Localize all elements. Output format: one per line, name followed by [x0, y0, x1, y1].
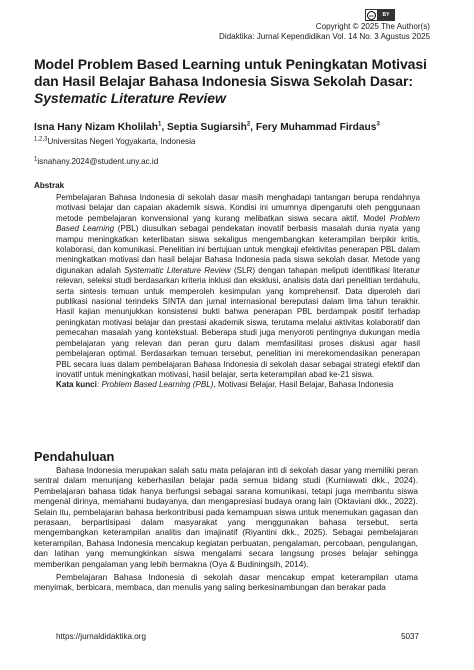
- copyright-line: Copyright © 2025 The Author(s): [315, 22, 430, 31]
- abstract-body: [56, 193, 420, 391]
- abstract-heading: Abstrak: [34, 181, 65, 190]
- paper-title: [34, 56, 434, 107]
- journal-line: Didaktika: Jurnal Kependidikan Vol. 14 No. 3 Agustus 2025: [218, 32, 430, 41]
- author-3: Fery Muhammad Firdaus: [255, 122, 377, 133]
- affiliation: $^{1,2,3}$Universitas Negeri Yogyakarta, Indonesia: [34, 136, 196, 146]
- cc-by-license-badge[interactable]: [365, 9, 395, 21]
- cc-icon: cc: [366, 10, 378, 20]
- keywords: Kata kunci: Problem Based Learning (PBL), Motivasi Belajar, Hasil Belajar, Bahasa Indonesia: [56, 380, 394, 390]
- title-line-1: Model Problem Based Learning untuk Peningkatan Motivasi: [34, 56, 427, 72]
- author-list: Isna Hany Nizam Kholilah$^1$, Septia Sugiarsih$^2$, Fery Muhammad Firdaus$^3$: [34, 121, 380, 133]
- introduction-body: [34, 465, 418, 593]
- title-line-2: dan Hasil Belajar Bahasa Indonesia Siswa Sekolah Dasar:: [34, 73, 413, 89]
- title-line-3: Systematic Literature Review: [34, 90, 226, 106]
- journal-url-link[interactable]: https://jurnaldidaktika.org: [56, 632, 146, 641]
- intro-paragraph-1: Bahasa Indonesia merupakan salah satu mata pelajaran inti di sekolah dasar yang memiliki peran sentral dalam menunjang keberhasilan belajar pada semua bidang studi (Kurniawati dkk., 2024). Pembelajaran bahasa tidak hanya berfungsi sebagai sarana komunikasi, tetapi juga membantu siswa mengenal dirinya, memahami budayanya, dan mengapresiasi budaya orang lain (Oktaviani dkk., 2022). Selain itu, pembelajaran bahasa berkontribusi pada kemampuan siswa untuk menemukan gagasan dan perasaan, berpartisipasi dalam masyarakat yang menggunakan bahasa tersebut, serta mengembangkan keterampilan analitis dan imajinatif (Riyantini dkk., 2025). Sebagai pembelajaran keterampilan, Bahasa Indonesia mencakup kegiatan perbuatan, pengalaman, percobaan, pengulangan, dan latihan yang memungkinkan siswa mengalami secara langsung proses belajar sehingga memberikan pengalaman yang lebih bermakna (Oya & Budiningsih, 2014).: [34, 465, 418, 569]
- abstract-text: Pembelajaran Bahasa Indonesia di sekolah dasar masih menghadapi tantangan berupa rendahnya motivasi belajar dan capaian akademik siswa. Kondisi ini umumnya dipengaruhi oleh penggunaan metode pembelajaran konvensional yang kurang melibatkan siswa secara aktif. Model Problem Based Learning (PBL) diusulkan sebagai pendekatan inovatif berbasis masalah dunia nyata yang mampu meningkatkan keterlibatan siswa sekaligus mengembangkan keterampilan berpikir kritis, kolaborasi, dan komunikasi. Penelitian ini bertujuan untuk mengkaji efektivitas penerapan PBL dalam meningkatkan motivasi dan hasil belajar Bahasa Indonesia pada siswa sekolah dasar. Metode yang digunakan adalah Systematic Literature Review (SLR) dengan tahapan meliputi identifikasi literatur relevan, seleksi studi berdasarkan kriteria inklusi dan eksklusi, analisis data dari penelitian terdahulu, serta sintesis temuan untuk memperoleh kesimpulan yang komprehensif. Data diperoleh dari publikasi nasional terindeks SINTA dan jurnal internasional bereputasi dalam lima tahun terakhir. Hasil kajian menunjukkan konsistensi bukti bahwa penerapan PBL berdampak positif terhadap peningkatan motivasi belajar dan prestasi akademik siswa, terutama melalui aktivitas kolaboratif dan pemecahan masalah yang kontekstual. Beberapa studi juga menyoroti pentingnya dukungan media pembelajaran yang relevan dan peran guru dalam memfasilitasi proses diskusi agar hasil pembelajaran optimal. Berdasarkan temuan tersebut, penelitian ini merekomendasikan penerapan PBL secara luas dalam pembelajaran Bahasa Indonesia di sekolah dasar sebagai strategi efektif dan inovatif untuk meningkatkan motivasi, hasil belajar, serta keterampilan abad ke-21 siswa.: [56, 193, 421, 379]
- corresponding-email[interactable]: $^1$isnahany.2024@student.uny.ac.id: [34, 156, 159, 166]
- intro-paragraph-2: Pembelajaran Bahasa Indonesia di sekolah dasar mencakup empat keterampilan utama menyimak, berbicara, membaca, dan menulis yang saling berkesinambungan dan berakar pada: [34, 572, 418, 593]
- author-2: Septia Sugiarsih: [167, 122, 247, 133]
- by-label: BY: [378, 10, 394, 20]
- author-1: Isna Hany Nizam Kholilah: [34, 122, 158, 133]
- page-number: 5037: [400, 632, 419, 641]
- section-heading-pendahuluan: Pendahuluan: [34, 449, 115, 464]
